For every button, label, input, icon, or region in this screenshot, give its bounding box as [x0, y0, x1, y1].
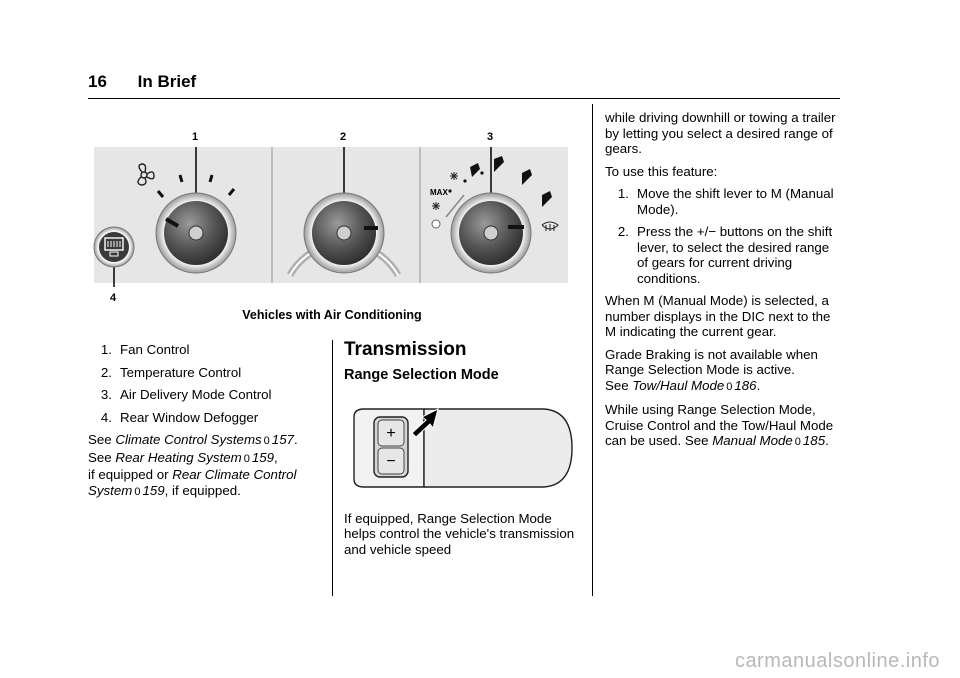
rear-defog-button [94, 227, 134, 267]
page-ref-icon: 0 [134, 485, 141, 498]
callout-3: 3 [487, 131, 494, 143]
watermark: carmanualsonline.info [734, 650, 940, 672]
section-heading: Transmission [344, 339, 467, 360]
list-item: 1. Move the shift lever to M (Manual Mode). [617, 186, 834, 217]
climate-control-illustration [90, 125, 574, 305]
shift-plus-button: + [386, 425, 396, 442]
page-number: 16 [88, 72, 107, 91]
column-1 [88, 342, 328, 500]
shift-lever-illustration [344, 403, 576, 493]
page-ref-icon: 0 [263, 435, 270, 447]
paragraph: Grade Braking is not available when Range Selection Mode is active. See Tow/Haul Mode 0 186. [605, 346, 818, 393]
see-references: See Climate Control Systems 0 157. See Rear Heating System 0 159, if equipped or Rear Climate Control System 0 159, if equipped. [88, 432, 298, 498]
air-delivery-mode-knob [451, 193, 531, 273]
column-divider [592, 104, 593, 596]
steps-list [605, 186, 841, 286]
ref-rear-climate-link[interactable]: Rear Climate Control [172, 467, 297, 482]
column-2 [344, 339, 580, 564]
list-item: 3. Air Delivery Mode Control [100, 387, 272, 402]
subsection-heading: Range Selection Mode [344, 366, 499, 383]
ref-rear-heating-link[interactable]: Rear Heating System [115, 449, 242, 465]
list-item: 1. Fan Control [100, 342, 190, 357]
paragraph: While using Range Selection Mode, Cruise Control and the Tow/Haul Mode can be used. See Manual Mode 0 185. [605, 402, 834, 448]
header-rule [88, 98, 840, 99]
list-item: 2. Press the +/− buttons on the shift lever, to select the desired range of gears for current driving conditions. [617, 224, 833, 286]
page-ref-icon: 0 [726, 380, 733, 393]
paragraph: To use this feature: [605, 163, 718, 179]
figure-legend-list [88, 342, 328, 425]
list-item: 4. Rear Window Defogger [100, 409, 259, 425]
shift-minus-button: − [386, 453, 396, 470]
callout-1: 1 [192, 131, 199, 143]
indicator-light-icon [432, 220, 440, 228]
column-3 [605, 110, 841, 458]
column-divider [332, 340, 333, 596]
paragraph: When M (Manual Mode) is selected, a number displays in the DIC next to the M indicating the current gear. [605, 293, 831, 339]
list-item: 2. Temperature Control [100, 364, 242, 380]
section-title: In Brief [137, 72, 197, 91]
max-label: MAX [430, 188, 448, 197]
ref-tow-haul-link[interactable]: Tow/Haul Mode [632, 377, 725, 393]
page-ref-icon: 0 [794, 436, 801, 448]
callout-4: 4 [110, 292, 117, 304]
ref-manual-mode-link[interactable]: Manual Mode [712, 433, 793, 448]
paragraph: while driving downhill or towing a trailer by letting you select a desired range of gears. [605, 110, 836, 156]
paragraph: If equipped, Range Selection Mode helps control the vehicle's transmission and vehicle speed [344, 510, 575, 557]
ref-rear-climate-link-cont[interactable]: System [88, 482, 133, 498]
figure-caption: Vehicles with Air Conditioning [242, 308, 422, 322]
page-header [88, 72, 196, 92]
callout-2: 2 [340, 131, 347, 143]
page-ref-icon: 0 [243, 452, 250, 465]
ref-climate-control-link[interactable]: Climate Control Systems [115, 432, 262, 447]
